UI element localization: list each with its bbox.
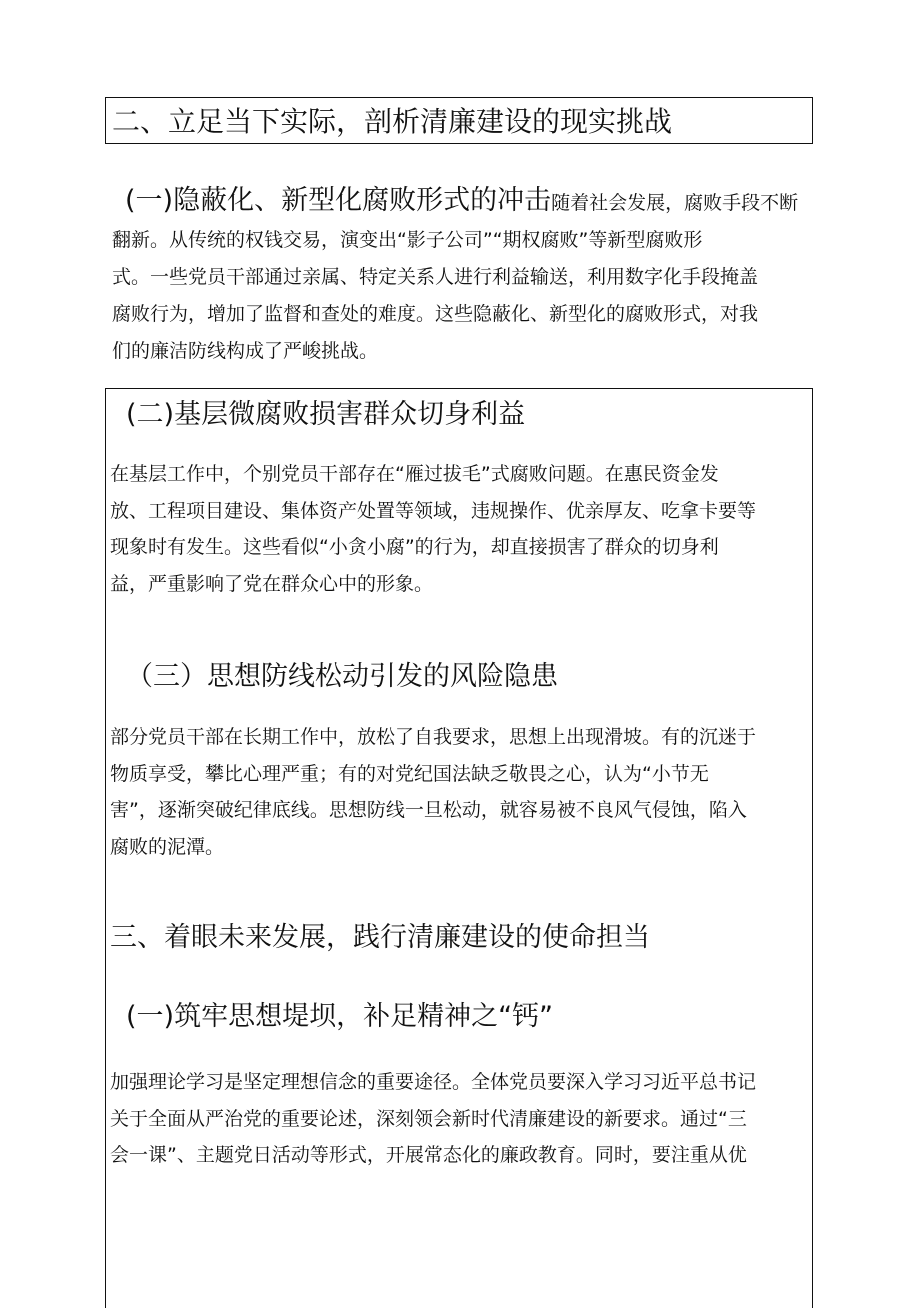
section-three-line: 加强理论学习是坚定理想信念的重要途径。全体党员要深入学习习近平总书记 <box>110 1071 757 1093</box>
subsection-one-text-1: 随着社会发展，腐败手段不断 <box>551 192 799 214</box>
section-three-heading: 三、着眼未来发展，践行清廉建设的使命担当 <box>110 922 650 953</box>
subsection-two-paragraph <box>110 456 800 602</box>
subsection-two-line: 现象时有发生。这些看似“小贪小腐”的行为，却直接损害了群众的切身利 <box>110 536 719 558</box>
subsection-two-line: 益，严重影响了党在群众心中的形象。 <box>110 572 434 595</box>
section-three-line: 会一课”、主题党日活动等形式，开展常态化的廉政教育。同时，要注重从优 <box>110 1144 747 1166</box>
section-three-line: 关于全面从严治党的重要论述，深刻领会新时代清廉建设的新要求。通过“三 <box>110 1107 747 1130</box>
subsection-two-title: (二)基层微腐败损害群众切身利益 <box>126 399 526 430</box>
section-two-heading-box <box>105 97 813 144</box>
subsection-one-text-4: 腐败行为，增加了监督和查处的难度。这些隐蔽化、新型化的腐败形式，对我 <box>112 303 759 325</box>
subsection-one-text-2: 翻新。从传统的权钱交易，演变出“影子公司”“期权腐败”等新型腐败形 <box>112 229 703 251</box>
subsection-two-line: 在基层工作中，个别党员干部存在“雁过拔毛”式腐败问题。在惠民资金发 <box>110 463 719 485</box>
subsection-three-line: 腐败的泥潭。 <box>110 835 225 858</box>
subsection-three-paragraph <box>110 719 800 865</box>
subsection-one-text-3: 式。一些党员干部通过亲属、特定关系人进行利益输送，利用数字化手段掩盖 <box>112 266 759 288</box>
main-content-box <box>105 388 813 1308</box>
subsection-three-line: 物质享受，攀比心理严重；有的对党纪国法缺乏敬畏之心，认为“小节无 <box>110 762 709 785</box>
subsection-three-line: 害”，逐渐突破纪律底线。思想防线一旦松动，就容易被不良风气侵蚀，陷入 <box>110 799 747 821</box>
subsection-one-line-1 <box>112 182 802 222</box>
subsection-two-line: 放、工程项目建设、集体资产处置等领域，违规操作、优亲厚友、吃拿卡要等 <box>110 499 757 522</box>
section-three-subsection-one-paragraph <box>110 1064 800 1174</box>
subsection-three-line: 部分党员干部在长期工作中，放松了自我要求，思想上出现滑坡。有的沉迷于 <box>110 726 757 748</box>
subsection-one <box>112 182 802 370</box>
section-two-heading: 二、立足当下实际，剖析清廉建设的现实挑战 <box>112 105 673 138</box>
subsection-three-title: （三）思想防线松动引发的风险隐患 <box>126 661 558 692</box>
subsection-one-text-5: 们的廉洁防线构成了严峻挑战。 <box>112 340 379 362</box>
section-three-subsection-one-title: (一)筑牢思想堤坝，补足精神之“钙” <box>126 1001 554 1032</box>
subsection-one-title: (一)隐蔽化、新型化腐败形式的冲击 <box>125 185 552 216</box>
